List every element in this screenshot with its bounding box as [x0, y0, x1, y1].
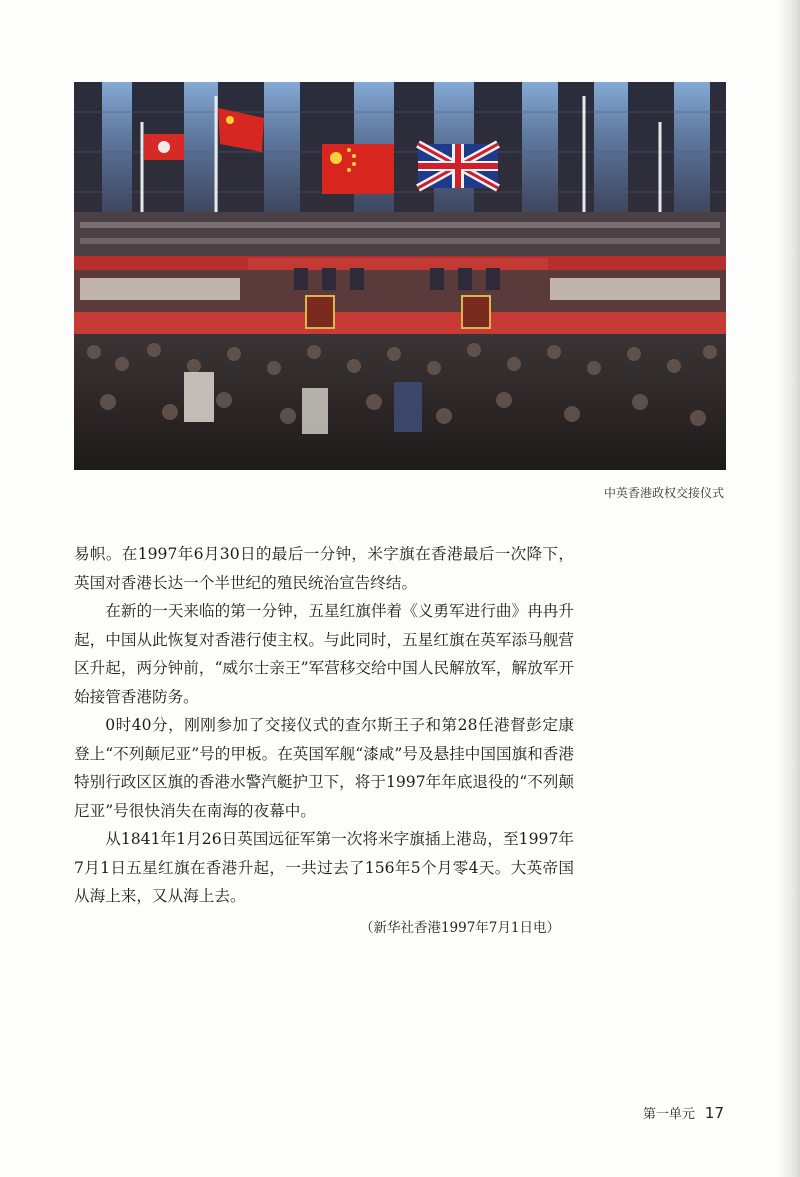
page-footer	[643, 1103, 724, 1122]
unit-label: 第一单元	[642, 1107, 695, 1122]
photo-caption: 中英香港政权交接仪式	[603, 486, 724, 500]
article-paragraph: 0时40分，刚刚参加了交接仪式的查尔斯王子和第28任港督彭定康登上“不列颠尼亚”号的甲板。在英国军舰“漆咸”号及悬挂中国国旗和香港特别行政区区旗的香港水警汽艇护卫下，将于1997年年底退役的“不列颠尼亚”号很快消失在南海的夜幕中。	[74, 716, 574, 820]
handover-ceremony-photo	[74, 82, 726, 470]
page-number: 17	[704, 1104, 724, 1122]
article-paragraph: 在新的一天来临的第一分钟，五星红旗伴着《义勇军进行曲》冉冉升起，中国从此恢复对香港行使主权。与此同时，五星红旗在英军添马舰营区升起，两分钟前，“威尔士亲王”军营移交给中国人民解放军，解放军开始接管香港防务。	[74, 602, 574, 706]
news-source-credit: （新华社香港1997年7月1日电）	[359, 920, 560, 936]
ceremony-illustration	[74, 82, 726, 470]
article-body	[74, 540, 574, 911]
page-edge-shadow	[778, 0, 800, 1177]
article-paragraph: 易帜。在1997年6月30日的最后一分钟，米字旗在香港最后一次降下，英国对香港长达一个半世纪的殖民统治宣告终结。	[74, 545, 574, 592]
article-paragraph: 从1841年1月26日英国远征军第一次将米字旗插上港岛，至1997年7月1日五星红旗在香港升起，一共过去了156年5个月零4天。大英帝国从海上来，又从海上去。	[74, 830, 574, 905]
